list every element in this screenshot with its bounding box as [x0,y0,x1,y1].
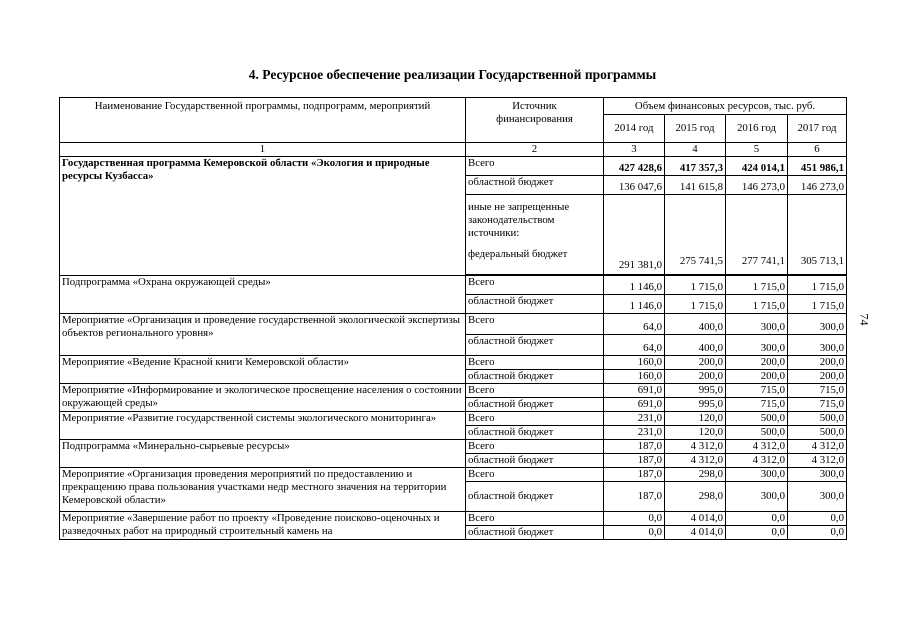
value-cell: 0,0 [788,512,847,526]
source-regional: областной бюджет [466,335,604,356]
value-cell: 0,0 [726,526,788,540]
measure-name: Мероприятие «Организация и проведение государственной экологической экспертизы объектов регионального уровня» [60,314,466,356]
value-cell: 187,0 [604,468,665,482]
source-federal: федеральный бюджет [468,248,568,261]
value-cell: 4 312,0 [788,440,847,454]
value-cell: 298,0 [665,482,726,512]
source-regional: областной бюджет [466,426,604,440]
value-cell: 4 312,0 [726,440,788,454]
value-cell: 187,0 [604,440,665,454]
value-cell: 4 014,0 [665,512,726,526]
value-cell: 995,0 [665,384,726,398]
subprogram-name: Подпрограмма «Минерально-сырьевые ресурсы» [60,440,466,468]
header-name: Наименование Государственной программы, подпрограмм, мероприятий [60,98,466,143]
value-cell: 0,0 [726,512,788,526]
measure-name: Мероприятие «Ведение Красной книги Кемеровской области» [60,356,466,384]
index-cell: 6 [788,143,847,157]
value-cell: 187,0 [604,482,665,512]
value-cell: 120,0 [665,426,726,440]
page-number: 74 [857,313,872,326]
value-cell: 4 312,0 [788,454,847,468]
value-cell: 160,0 [604,370,665,384]
source-total: Всего [466,440,604,454]
value-cell: 200,0 [726,356,788,370]
program-name: Государственная программа Кемеровской области «Экология и природные ресурсы Кузбасса» [60,157,466,276]
value-cell: 1 715,0 [665,295,726,314]
value-cell: 417 357,3 [665,157,726,176]
header-year-2017: 2017 год [788,115,847,143]
header-year-2015: 2015 год [665,115,726,143]
value-cell: 200,0 [788,370,847,384]
value-cell: 1 146,0 [604,295,665,314]
measure-name: Мероприятие «Завершение работ по проекту «Проведение поисково-оценочных и разведочных работ на природный строительный камень на [60,512,466,540]
value-cell: 200,0 [788,356,847,370]
header-source: Источник финансирования [466,98,604,143]
value-cell: 120,0 [665,412,726,426]
index-cell: 5 [726,143,788,157]
source-regional: областной бюджет [466,482,604,512]
value-cell: 715,0 [726,398,788,412]
source-regional: областной бюджет [466,370,604,384]
value-cell: 200,0 [726,370,788,384]
value-cell: 4 312,0 [665,454,726,468]
value-cell: 277 741,1 [726,195,788,275]
value-cell: 451 986,1 [788,157,847,176]
header-year-2016: 2016 год [726,115,788,143]
value-cell: 160,0 [604,356,665,370]
resource-table [59,97,847,540]
value-cell: 1 146,0 [604,276,665,295]
source-other [466,195,604,275]
header-volume: Объем финансовых ресурсов, тыс. руб. [604,98,847,115]
value-cell: 427 428,6 [604,157,665,176]
value-cell: 400,0 [665,335,726,356]
value-cell: 1 715,0 [726,276,788,295]
value-cell: 691,0 [604,398,665,412]
source-regional: областной бюджет [466,295,604,314]
value-cell: 275 741,5 [665,195,726,275]
page-title: 4. Ресурсное обеспечение реализации Государственной программы [248,67,657,82]
value-cell: 715,0 [726,384,788,398]
value-cell: 1 715,0 [665,276,726,295]
value-cell: 400,0 [665,314,726,335]
value-cell: 691,0 [604,384,665,398]
value-cell: 715,0 [788,384,847,398]
header-year-2014: 2014 год [604,115,665,143]
value-cell: 136 047,6 [604,176,665,195]
value-cell: 300,0 [788,468,847,482]
index-cell: 4 [665,143,726,157]
value-cell: 500,0 [726,412,788,426]
value-cell: 200,0 [665,356,726,370]
source-total: Всего [466,512,604,526]
value-cell: 715,0 [788,398,847,412]
source-total: Всего [466,276,604,295]
value-cell: 500,0 [788,412,847,426]
value-cell: 146 273,0 [788,176,847,195]
value-cell: 298,0 [665,468,726,482]
value-cell: 300,0 [788,335,847,356]
value-cell: 231,0 [604,426,665,440]
source-regional: областной бюджет [466,454,604,468]
value-cell: 1 715,0 [788,276,847,295]
value-cell: 64,0 [604,335,665,356]
value-cell: 4 312,0 [726,454,788,468]
source-regional: областной бюджет [466,526,604,540]
value-cell: 1 715,0 [788,295,847,314]
value-cell: 300,0 [726,335,788,356]
value-cell: 305 713,1 [788,195,847,275]
source-total: Всего [466,384,604,398]
source-total: Всего [466,468,604,482]
value-cell: 300,0 [726,314,788,335]
value-cell: 64,0 [604,314,665,335]
value-cell: 187,0 [604,454,665,468]
source-regional: областной бюджет [466,398,604,412]
value-cell: 231,0 [604,412,665,426]
value-cell: 0,0 [788,526,847,540]
value-cell: 0,0 [604,526,665,540]
value-cell: 4 014,0 [665,526,726,540]
measure-name: Мероприятие «Организация проведения мероприятий по предоставлению и прекращению права пользования участками недр местного значения на территории Кемеровской области» [60,468,466,512]
value-cell: 300,0 [788,314,847,335]
value-cell: 146 273,0 [726,176,788,195]
value-cell: 4 312,0 [665,440,726,454]
value-cell: 995,0 [665,398,726,412]
value-cell: 300,0 [788,482,847,512]
value-cell: 300,0 [726,482,788,512]
value-cell: 0,0 [604,512,665,526]
value-cell: 424 014,1 [726,157,788,176]
value-cell: 291 381,0 [604,195,665,275]
value-cell: 300,0 [726,468,788,482]
source-total: Всего [466,157,604,176]
index-cell: 3 [604,143,665,157]
source-regional: областной бюджет [466,176,604,195]
value-cell: 141 615,8 [665,176,726,195]
index-cell: 2 [466,143,604,157]
value-cell: 500,0 [788,426,847,440]
subprogram-name: Подпрограмма «Охрана окружающей среды» [60,276,466,314]
source-total: Всего [466,314,604,335]
measure-name: Мероприятие «Развитие государственной системы экологического мониторинга» [60,412,466,440]
source-total: Всего [466,412,604,426]
index-cell: 1 [60,143,466,157]
value-cell: 1 715,0 [726,295,788,314]
measure-name: Мероприятие «Информирование и экологическое просвещение населения о состоянии окружающей среды» [60,384,466,412]
source-total: Всего [466,356,604,370]
value-cell: 200,0 [665,370,726,384]
source-other-label: иные не запрещенные законодательством источники: [468,201,570,239]
value-cell: 500,0 [726,426,788,440]
